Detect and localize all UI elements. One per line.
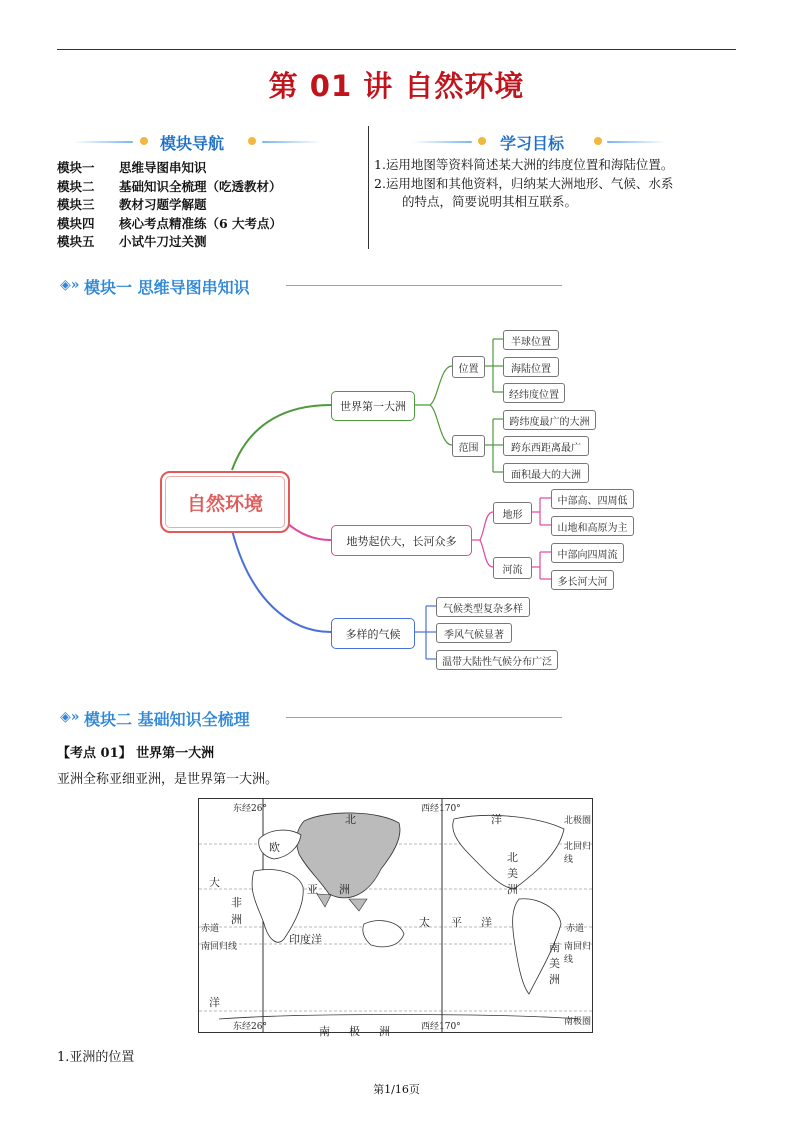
- mindmap-node-position: 位置: [452, 356, 485, 378]
- map-label: 洋: [491, 813, 502, 826]
- map-label: 洲: [507, 883, 518, 896]
- map-label: 洲: [339, 883, 350, 896]
- map-label: 洋: [481, 916, 492, 929]
- goals-header: 学习目标: [500, 134, 565, 153]
- mindmap-branch-1: 世界第一大洲: [331, 391, 415, 421]
- nav-item[interactable]: 模块五 小试牛刀过关测: [57, 234, 207, 249]
- map-label: 东经26°: [233, 804, 267, 814]
- mindmap-branch-2: 地势起伏大，长河众多: [331, 525, 472, 556]
- map-label: 赤道: [201, 924, 220, 934]
- map-label: 西经170°: [421, 804, 461, 814]
- nav-item[interactable]: 模块三 教材习题学解题: [57, 197, 207, 212]
- map-label: 南: [319, 1025, 330, 1038]
- mindmap-leaf: 中部向四周流: [551, 543, 624, 563]
- map-label: 北: [507, 851, 518, 864]
- map-label: 西经170°: [421, 1022, 461, 1032]
- map-label: 美: [549, 957, 560, 970]
- section-rule-2: [286, 717, 562, 718]
- nav-header: 模块导航: [160, 134, 225, 153]
- map-label: 北: [345, 813, 356, 826]
- mindmap-leaf: 多长河大河: [551, 570, 614, 590]
- map-label: 南极圈: [564, 1017, 592, 1027]
- map-label: 洲: [379, 1025, 390, 1038]
- nav-item[interactable]: 模块二 基础知识全梳理（吃透教材）: [57, 178, 282, 194]
- mindmap-leaf: 气候类型复杂多样: [436, 597, 530, 617]
- map-label: 南回归线: [564, 942, 592, 965]
- subheading: 1.亚洲的位置: [57, 1050, 135, 1065]
- map-label: 欧: [269, 841, 280, 854]
- mindmap-leaf: 中部高、四周低: [551, 489, 634, 509]
- map-label: 赤道: [566, 924, 585, 934]
- map-label: 太: [419, 916, 430, 929]
- map-label: 南回归线: [201, 942, 238, 952]
- map-label: 东经26°: [233, 1022, 267, 1032]
- page-number: 第1/16页: [373, 1083, 420, 1096]
- map-label: 亚: [307, 883, 318, 896]
- mindmap-leaf: 半球位置: [503, 330, 559, 350]
- map-label: 极: [349, 1025, 360, 1038]
- mindmap-node-terrain: 地形: [493, 502, 532, 524]
- nav-item[interactable]: 模块四 核心考点精准练（6 大考点）: [57, 215, 283, 231]
- kaodian-heading: 【考点 01】 世界第一大洲: [57, 746, 215, 761]
- mindmap-leaf: 跨东西距离最广: [503, 436, 589, 456]
- goal-2: 2.运用地图和其他资料，归纳某大洲地形、气候、水系: [374, 175, 674, 191]
- nav-item[interactable]: 模块一 思维导图串知识: [57, 160, 207, 175]
- mindmap-leaf: 面积最大的大洲: [503, 463, 589, 483]
- world-map-drawing: [199, 799, 592, 1032]
- map-label: 洋: [209, 996, 220, 1009]
- map-label: 北回归线: [564, 842, 592, 865]
- mindmap-node-rivers: 河流: [493, 557, 532, 579]
- mindmap-root: 自然环境: [160, 471, 290, 533]
- page-title: 第 01 讲 自然环境: [268, 69, 525, 103]
- map-label: 南: [549, 941, 560, 954]
- map-label: 洲: [549, 973, 560, 986]
- map-label: 印度洋: [289, 933, 322, 946]
- mindmap-node-range: 范围: [452, 435, 485, 457]
- map-label: 平: [451, 916, 462, 929]
- goal-2-cont: 的特点，简要说明其相互联系。: [402, 194, 578, 209]
- diamond-arrow-icon: ◈»: [60, 277, 80, 293]
- paragraph: 亚洲全称亚细亚洲，是世界第一大洲。: [57, 772, 279, 787]
- map-label: 北极圈: [564, 816, 592, 826]
- world-map: [198, 798, 593, 1038]
- map-label: 洲: [231, 913, 242, 926]
- goal-1: 1.运用地图等资料简述某大洲的纬度位置和海陆位置。: [374, 157, 674, 172]
- section-heading-2: 模块二 基础知识全梳理: [84, 710, 250, 729]
- map-label: 大: [209, 876, 220, 889]
- diamond-arrow-icon: ◈»: [60, 709, 80, 725]
- mindmap-leaf: 山地和高原为主: [551, 516, 634, 536]
- mindmap-leaf: 经纬度位置: [503, 383, 565, 403]
- map-label: 美: [507, 867, 518, 880]
- map-label: 非: [231, 896, 242, 909]
- mindmap-leaf: 海陆位置: [503, 357, 559, 377]
- mindmap-leaf: 跨纬度最广的大洲: [503, 410, 596, 430]
- mindmap-branch-3: 多样的气候: [331, 618, 415, 649]
- section-heading-1: 模块一 思维导图串知识: [84, 278, 250, 297]
- mindmap-leaf: 温带大陆性气候分布广泛: [436, 650, 558, 670]
- mindmap-leaf: 季风气候显著: [436, 623, 512, 643]
